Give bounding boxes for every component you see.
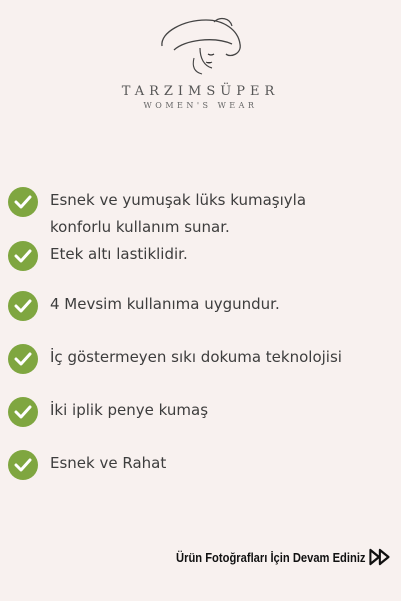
feature-text: İç göstermeyen sıkı dokuma teknolojisi	[50, 348, 342, 366]
feature-text: İki iplik penye kumaş	[50, 401, 209, 419]
brand-name: TARZIMSÜPER	[121, 84, 280, 99]
feature-text: Esnek ve yumuşak lüks kumaşıyla konforlu kullanım sunar.	[50, 191, 307, 236]
check-circle-icon	[8, 450, 38, 480]
list-item	[8, 187, 370, 241]
list-item	[8, 450, 370, 480]
check-circle-icon	[8, 291, 38, 321]
check-circle-icon	[8, 344, 38, 374]
feature-text: Esnek ve Rahat	[50, 454, 167, 472]
woman-with-hat-icon	[154, 14, 246, 78]
list-item	[8, 291, 370, 321]
brand-tagline: WOMEN'S WEAR	[143, 101, 258, 110]
continue-label: Ürün Fotoğrafları İçin Devam Ediniz	[175, 549, 366, 565]
continue-to-photos-link[interactable]	[176, 548, 391, 566]
list-item	[8, 241, 370, 271]
list-item	[8, 344, 370, 374]
check-circle-icon	[8, 241, 38, 271]
feature-text: Etek altı lastiklidir.	[50, 245, 188, 263]
fast-forward-icon	[369, 548, 391, 566]
check-circle-icon	[8, 187, 38, 217]
feature-text: 4 Mevsim kullanıma uygundur.	[50, 295, 280, 313]
list-item	[8, 397, 370, 427]
check-circle-icon	[8, 397, 38, 427]
